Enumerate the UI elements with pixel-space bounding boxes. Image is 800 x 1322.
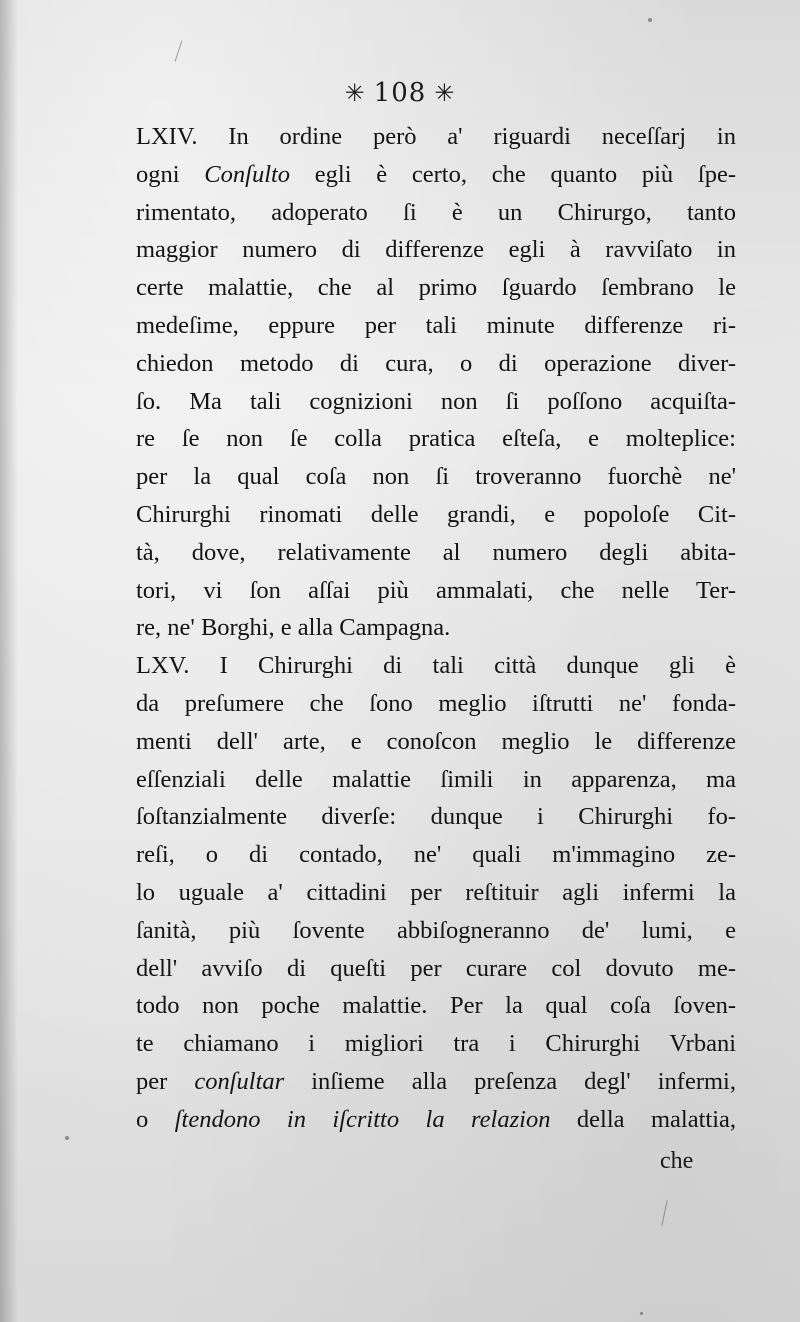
text-line: reſi, o di contado, ne' quali m'immagino ze- <box>136 841 736 869</box>
text-line: medeſime, eppure per tali minute differenze ri- <box>136 311 736 339</box>
page-edge-shadow <box>0 0 18 1322</box>
text-line: ſanità, più ſovente abbiſogneranno de' lumi, e <box>136 916 736 944</box>
text-line: te chiamano i migliori tra i Chirurghi Vrbani <box>136 1030 736 1058</box>
text-line: certe malattie, che al primo ſguardo ſembrano le <box>136 274 736 302</box>
paper-speck <box>648 18 652 22</box>
text-line: per conſultar inſieme alla preſenza degl' infermi, <box>136 1067 736 1095</box>
text-line: Chirurghi rinomati delle grandi, e popoloſe Cit- <box>136 500 736 528</box>
text-line: o ſtendono in iſcritto la relazion della malattia, <box>136 1105 736 1133</box>
page-header <box>0 78 800 108</box>
text-line: tori, vi ſon aſſai più ammalati, che nelle Ter- <box>136 576 736 604</box>
text-line: per la qual coſa non ſi troveranno fuorchè ne' <box>136 463 736 491</box>
body-text <box>136 118 736 1139</box>
text-line: re, ne' Borghi, e alla Campagna. <box>136 614 451 642</box>
italic-term: conſultar <box>194 1067 285 1095</box>
text-line: menti dell' arte, e conoſcon meglio le differenze <box>136 727 736 755</box>
paper-speck <box>65 1136 69 1140</box>
text-line: lo uguale a' cittadini per reſtituir agli infermi la <box>136 878 736 906</box>
text-line: LXIV. In ordine però a' riguardi neceſſarj in <box>136 123 736 150</box>
text-line: maggior numero di differenze egli à ravviſato in <box>136 236 736 264</box>
text-line: re ſe non ſe colla pratica eſteſa, e molteplice: <box>136 425 736 453</box>
text-line: rimentato, adoperato ſi è un Chirurgo, tanto <box>136 198 736 226</box>
page-number: 108 <box>373 78 427 108</box>
text-line: da preſumere che ſono meglio iſtrutti ne' fonda- <box>136 689 736 717</box>
paper-speck <box>640 1312 643 1315</box>
text-line: todo non poche malattie. Per la qual coſa ſoven- <box>136 992 736 1020</box>
italic-term: ſtendono in iſcritto la relazion <box>174 1105 551 1133</box>
ornament-right-icon: ✳ <box>434 79 456 107</box>
paper-scratch <box>661 1200 667 1226</box>
text-line: ogni Conſulto egli è certo, che quanto più ſpe- <box>136 160 736 188</box>
text-line: LXV. I Chirurghi di tali città dunque gli è <box>136 652 736 680</box>
paper-scratch <box>175 40 183 61</box>
catchword: che <box>660 1148 694 1174</box>
text-line: dell' avviſo di queſti per curare col dovuto me- <box>136 954 736 982</box>
text-line: ſo. Ma tali cognizioni non ſi poſſono acquiſta- <box>136 387 736 415</box>
text-line: ſoſtanzialmente diverſe: dunque i Chirurghi fo- <box>136 803 736 831</box>
text-line: chiedon metodo di cura, o di operazione diver- <box>136 349 736 377</box>
italic-term: Conſulto <box>204 160 291 188</box>
text-line: eſſenziali delle malattie ſimili in apparenza, ma <box>136 765 736 793</box>
text-line: tà, dove, relativamente al numero degli abita- <box>136 538 736 566</box>
ornament-left-icon: ✳ <box>344 79 366 107</box>
